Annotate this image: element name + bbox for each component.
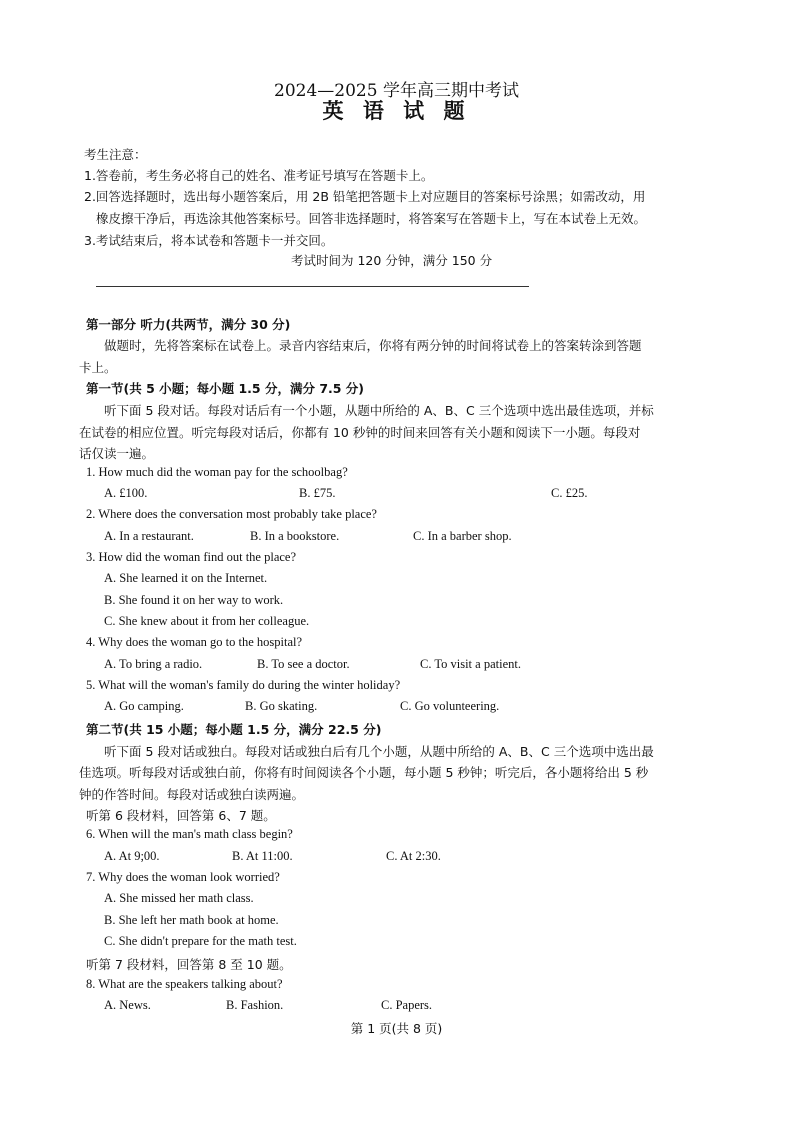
option-b: B. In a bookstore. xyxy=(250,529,340,543)
divider-line xyxy=(96,286,529,287)
question-stem: 8. What are the speakers talking about? xyxy=(86,977,283,991)
option-a: A. In a restaurant. xyxy=(104,529,194,543)
question-stem: 7. Why does the woman look worried? xyxy=(86,870,280,884)
section2-intro: 佳选项。听每段对话或独白前，你将有时间阅读各个小题，每小题 5 秒钟；听完后，各小题将给出 5 秒 xyxy=(79,765,649,780)
part1-intro: 卡上。 xyxy=(79,360,117,375)
material-heading: 听第 6 段材料，回答第 6、7 题。 xyxy=(86,808,276,823)
notice-item: 橡皮擦干净后，再选涂其他答案标号。回答非选择题时，将答案写在答题卡上，写在本试卷上无效。 xyxy=(96,211,647,226)
notice-item: 1.答卷前，考生务必将自己的姓名、准考证号填写在答题卡上。 xyxy=(84,168,434,183)
section2-intro: 听下面 5 段对话或独白。每段对话或独白后有几个小题，从题中所给的 A、B、C 三个选项中选出最 xyxy=(104,744,654,759)
section2-intro: 钟的作答时间。每段对话或独白读两遍。 xyxy=(79,787,305,802)
option-c: C. She didn't prepare for the math test. xyxy=(104,934,297,948)
question-stem: 3. How did the woman find out the place? xyxy=(86,550,297,564)
part1-title: 第一部分 听力(共两节，满分 30 分) xyxy=(86,317,291,332)
option-b: B. She found it on her way to work. xyxy=(104,593,284,607)
option-c: C. Papers. xyxy=(381,998,433,1012)
question-stem: 5. What will the woman's family do during the winter holiday? xyxy=(86,678,401,692)
option-a: A. Go camping. xyxy=(104,699,184,713)
option-a: A. She learned it on the Internet. xyxy=(104,571,268,585)
subject-title: 英 语 试 题 xyxy=(322,98,471,123)
option-c: C. In a barber shop. xyxy=(413,529,512,543)
option-a: A. She missed her math class. xyxy=(104,891,254,905)
section1-intro: 听下面 5 段对话。每段对话后有一个小题，从题中所给的 A、B、C 三个选项中选出最佳选项，并标 xyxy=(104,403,654,418)
page-number: 第 1 页(共 8 页) xyxy=(350,1021,443,1036)
option-c: C. Go volunteering. xyxy=(400,699,500,713)
material-heading: 听第 7 段材料，回答第 8 至 10 题。 xyxy=(86,957,292,972)
section1-title: 第一节(共 5 小题；每小题 1.5 分，满分 7.5 分) xyxy=(86,381,365,396)
option-a: A. News. xyxy=(104,998,151,1012)
option-a: A. At 9;00. xyxy=(104,849,160,863)
notice-item: 2.回答选择题时，选出每小题答案后，用 2B 铅笔把答题卡上对应题目的答案标号涂黑；如需改动，用 xyxy=(84,189,646,204)
option-c: C. £25. xyxy=(551,486,588,500)
question-stem: 6. When will the man's math class begin? xyxy=(86,827,293,841)
option-b: B. Go skating. xyxy=(245,699,318,713)
notice-heading: 考生注意： xyxy=(84,147,147,162)
exam-time: 考试时间为 120 分钟，满分 150 分 xyxy=(291,253,493,268)
question-stem: 1. How much did the woman pay for the schoolbag? xyxy=(86,465,348,479)
question-stem: 2. Where does the conversation most probably take place? xyxy=(86,507,377,521)
option-b: B. Fashion. xyxy=(226,998,284,1012)
question-stem: 4. Why does the woman go to the hospital? xyxy=(86,635,303,649)
option-b: B. £75. xyxy=(299,486,336,500)
option-a: A. £100. xyxy=(104,486,148,500)
section2-title: 第二节(共 15 小题；每小题 1.5 分，满分 22.5 分) xyxy=(86,722,382,737)
notice-item: 3.考试结束后，将本试卷和答题卡一并交回。 xyxy=(84,233,334,248)
option-a: A. To bring a radio. xyxy=(104,657,203,671)
option-b: B. At 11:00. xyxy=(232,849,293,863)
exam-title: 2024—2025 学年高三期中考试 xyxy=(274,81,519,101)
option-c: C. She knew about it from her colleague. xyxy=(104,614,310,628)
part1-intro: 做题时，先将答案标在试卷上。录音内容结束后，你将有两分钟的时间将试卷上的答案转涂到答题 xyxy=(104,338,642,353)
option-b: B. To see a doctor. xyxy=(257,657,350,671)
section1-intro: 话仅读一遍。 xyxy=(79,446,155,461)
option-b: B. She left her math book at home. xyxy=(104,913,279,927)
option-c: C. To visit a patient. xyxy=(420,657,521,671)
option-c: C. At 2:30. xyxy=(386,849,441,863)
section1-intro: 在试卷的相应位置。听完每段对话后，你都有 10 秒钟的时间来回答有关小题和阅读下一小题。每段对 xyxy=(79,425,641,440)
